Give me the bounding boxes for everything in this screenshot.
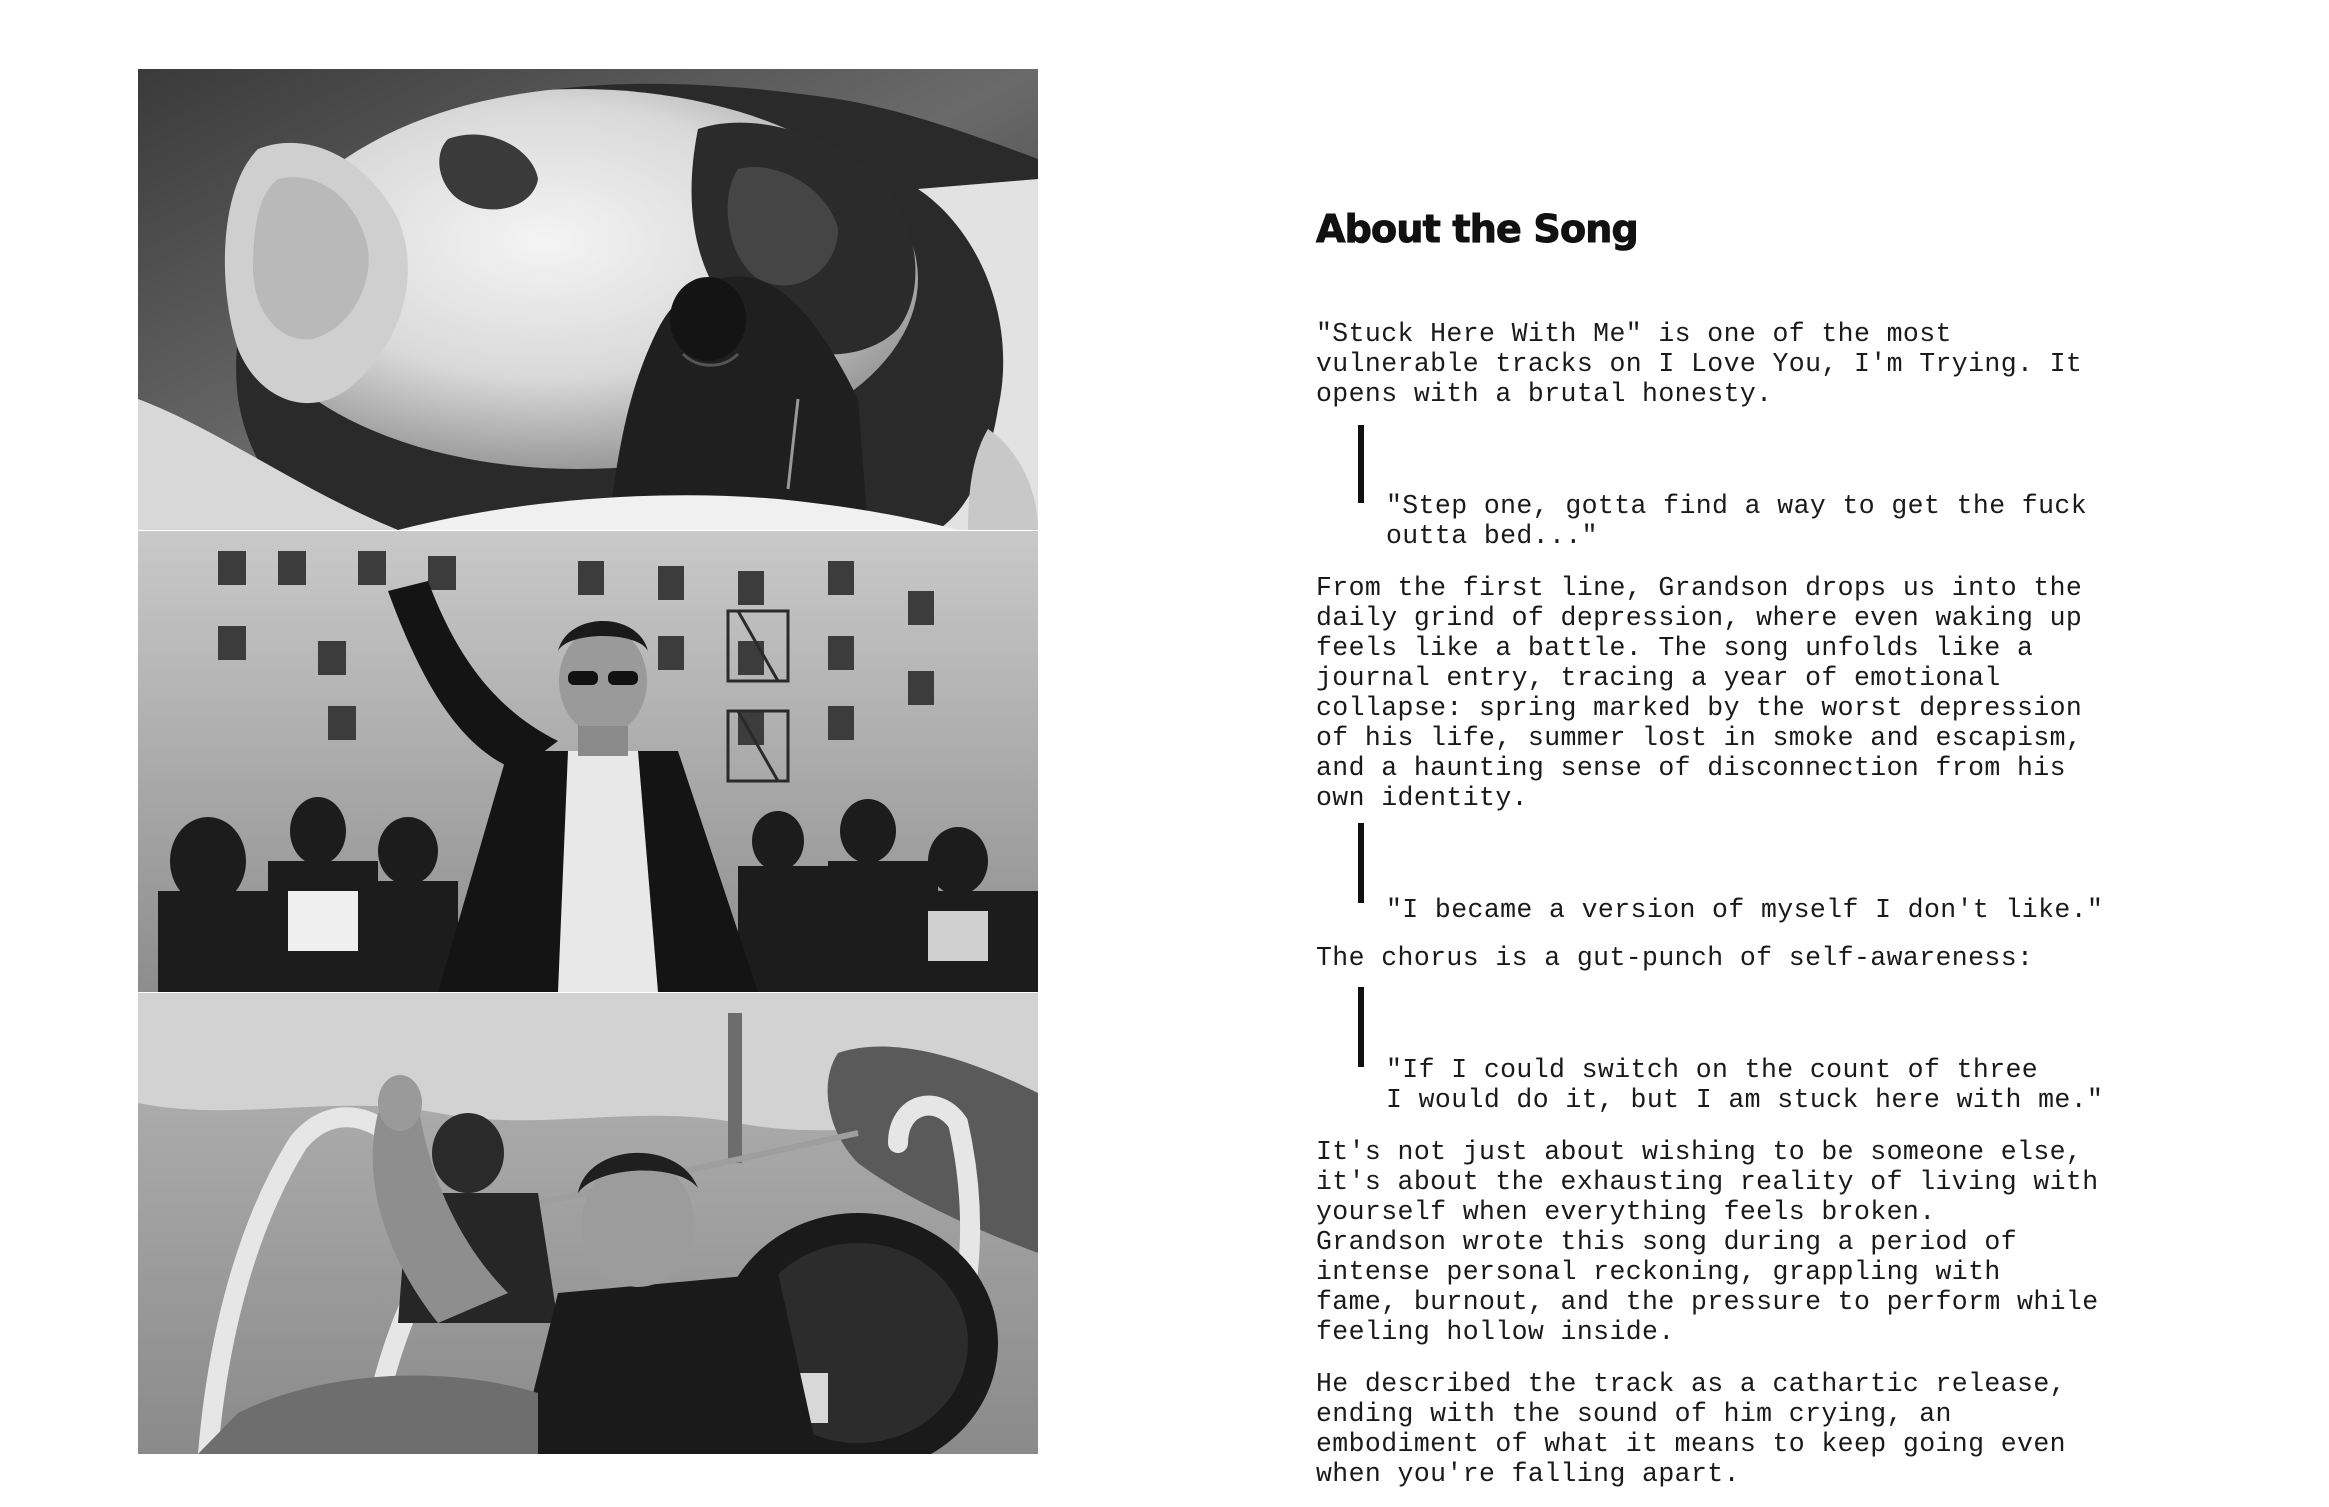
photo-man-sunglasses-arm-raised-crowd-building (138, 531, 1038, 992)
quote-bar (1358, 425, 1364, 503)
paragraph-cathartic: He described the track as a cathartic release, ending with the sound of him crying, an embodiment of what it means to keep going even when you're falling apart. (1316, 1369, 2066, 1489)
intro-paragraph: "Stuck Here With Me" is one of the most vulnerable tracks on I Love You, I'm Trying. It opens with a brutal honesty. (1316, 319, 2083, 409)
lyric-quote-text: "If I could switch on the count of three I would do it, but I am stuck here with me." (1386, 1055, 2104, 1115)
paragraph-reckoning: It's not just about wishing to be someone else, it's about the exhausting reality of living with yourself when everything feels broken. Grandson wrote this song during a period of intense personal reckoning, grappling with fame, burnout, and the pressure to perform while feeling hollow inside. (1316, 1137, 2099, 1347)
paragraph-chorus: The chorus is a gut-punch of self-awareness: (1316, 943, 2034, 973)
photo-man-sunglasses-crowd (138, 531, 1038, 992)
quote-bar (1358, 823, 1364, 903)
photo-fisheye-hooded-figure (138, 69, 1038, 530)
photo-fisheye-looking-up-hooded-figure-trees (138, 69, 1038, 530)
lyric-quote-3 (1316, 995, 2116, 1115)
article-title: About the Song (1316, 207, 1638, 251)
photo-column (138, 69, 1038, 1454)
lyric-quote-text: "I became a version of myself I don't like." (1386, 895, 2104, 925)
article (1316, 207, 2116, 1489)
paragraph-depression: From the first line, Grandson drops us into the daily grind of depression, where even waking up feels like a battle. The song unfolds like a journal entry, tracing a year of emotional collapse: spring marked by the worst depression of his life, summer lost in smoke and escapism, and a haunting sense of disconnection from his own identity. (1316, 573, 2083, 813)
photo-man-in-cart-drum (138, 993, 1038, 1454)
photo-man-in-cart-with-bass-drum (138, 993, 1038, 1454)
lyric-quote-2 (1316, 835, 2116, 925)
lyric-quote-1 (1316, 431, 2116, 551)
quote-bar (1358, 987, 1364, 1067)
lyric-quote-text: "Step one, gotta find a way to get the fuck outta bed..." (1386, 491, 2088, 551)
